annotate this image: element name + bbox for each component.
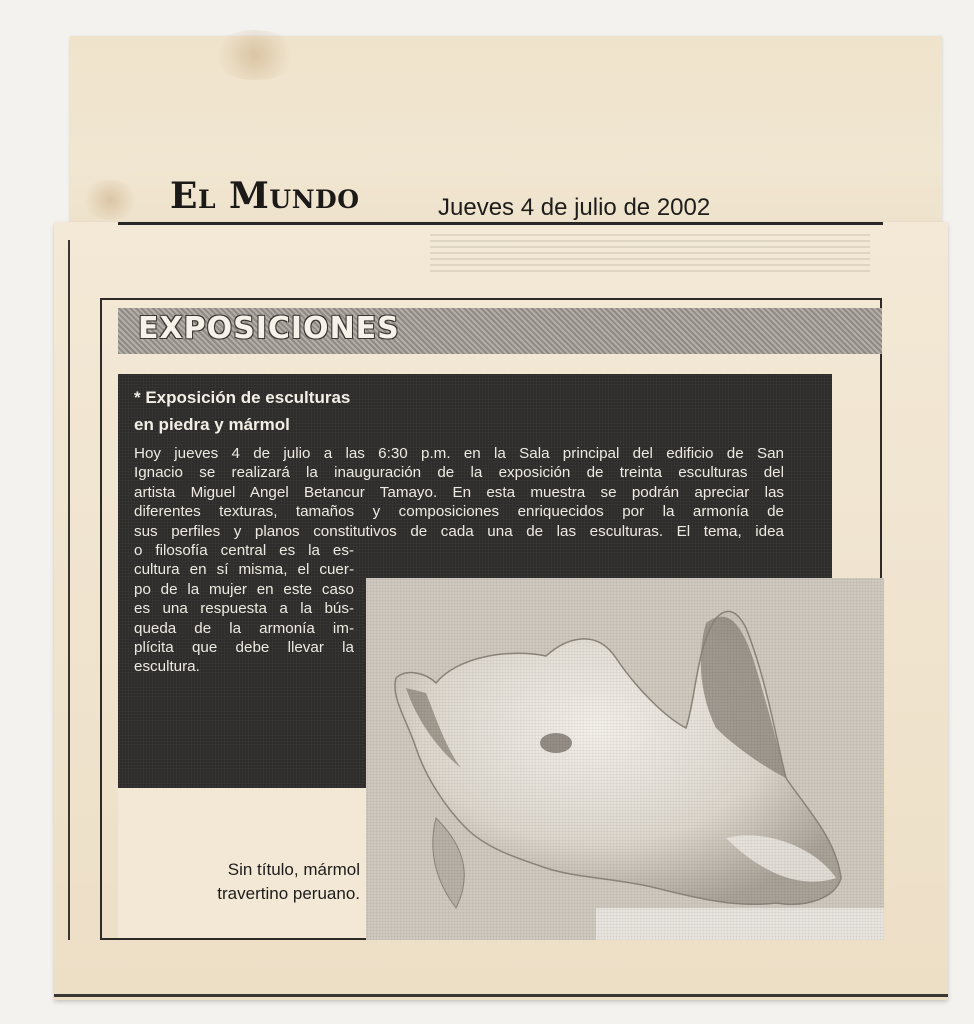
- body-line: es una respuesta a la bús-: [134, 600, 354, 618]
- column-rule: [68, 240, 70, 940]
- newspaper-masthead: El Mundo: [170, 175, 360, 217]
- caption-line: Sin título, mármol: [227, 860, 360, 879]
- sculpture-photo: [366, 578, 884, 940]
- section-title: EXPOSICIONES: [138, 311, 400, 346]
- body-line: o filosofía central es la es-: [134, 542, 354, 560]
- paper-stain: [80, 180, 140, 220]
- paper-stain: [210, 30, 300, 80]
- masthead-rule: [118, 222, 883, 225]
- body-line: diferentes texturas, tamaños y composiciones enriquecidos por la armonía de: [134, 503, 784, 521]
- body-line: artista Miguel Angel Betancur Tamayo. En esta muestra se podrán apreciar las: [134, 483, 784, 501]
- body-line: Ignacio se realizará la inauguración de la exposición de treinta esculturas del: [134, 464, 784, 482]
- body-line: cultura en sí misma, el cuer-: [134, 561, 354, 579]
- sculpture-image: [366, 578, 884, 940]
- body-line: plícita que debe llevar la: [134, 639, 354, 657]
- caption-line: travertino peruano.: [217, 884, 360, 903]
- publication-date: Jueves 4 de julio de 2002: [438, 194, 711, 221]
- body-line: queda de la armonía im-: [134, 619, 354, 637]
- body-line: Hoy jueves 4 de julio a las 6:30 p.m. en la Sala principal del edificio de San: [134, 445, 784, 462]
- body-line: escultura.: [134, 658, 200, 676]
- article-headline: [134, 384, 554, 438]
- body-line: po de la mujer en este caso: [134, 580, 354, 598]
- bleed-through-text: [430, 234, 870, 272]
- headline-line: * Exposición de esculturas: [134, 388, 351, 407]
- bottom-rule: [54, 994, 948, 997]
- headline-line: en piedra y mármol: [134, 415, 290, 434]
- photo-caption: [150, 858, 360, 906]
- body-line: sus perfiles y planos constitutivos de cada una de las esculturas. El tema, idea: [134, 522, 784, 540]
